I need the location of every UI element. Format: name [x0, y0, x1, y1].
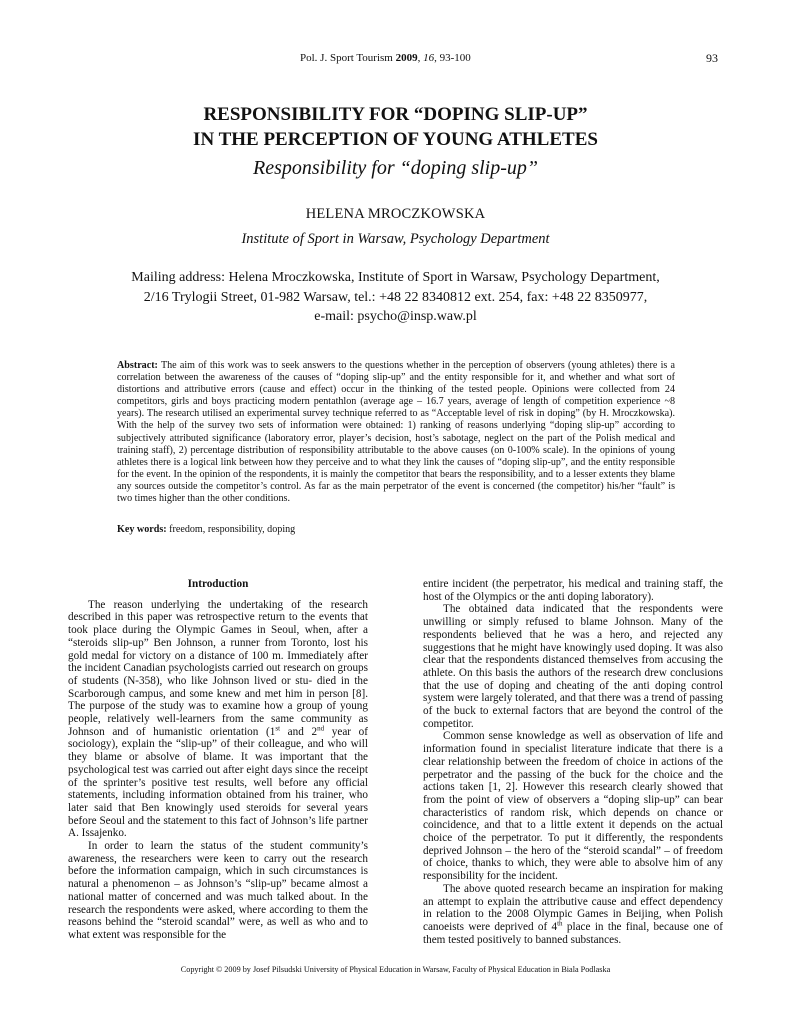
ordinal-superscript: th [557, 919, 563, 928]
abstract [117, 360, 675, 505]
journal-pages: 93-100 [439, 52, 471, 64]
author-name: HELENA MROCZKOWSKA [305, 206, 486, 222]
abstract-text: The aim of this work was to seek answers to the questions whether in the perception of observers (young athletes) there is a correlation between the awareness of the causes of “doping slip-up” and the entity responsible for it, and whether and what sort of distortions and attributive errors (cause and effect) occur in the thinking of the tested people. Opinions were collected from 24 competitors, girls and boys practicing modern pentathlon (average age – 16.7 years, average of length of competition experience ~8 years). The research utilised an experimental survey technique referred to as “Acceptable level of risk in doping” (by H. Mroczkowska). With the help of the survey two sets of information were obtained: 1) ranking of reasons underlying “doping slip-up” according to subjectively attributed significance (laboratory error, player’s decision, host’s sabotage, neglect on the part of the Polish medical and training staff), 2) percentage distribution of responsibility attributable to the above causes (on 0-100% scale). In the opinions of young athletes there is a logical link between how they perceive and to what they link the causes of “doping slip-up”, and the entity responsible for the event. In the opinion of the respondents, it is mainly the competitor that bears the responsibility, and to a lesser extents they blame any sources outside the competitor’s control. As far as the main perpetrator of the event is concerned (the competitor) his/her “fault” is two times higher than the other conditions. [117, 360, 675, 505]
paragraph-5 [423, 883, 723, 947]
mailing-email: e-mail: psycho@insp.waw.pl [314, 309, 477, 324]
subtitle: Responsibility for “doping slip-up” [252, 157, 539, 179]
paragraph-5-text-b: place in the final, because one of them tested positively to banned substances. [423, 920, 723, 946]
paragraph-1-text-b: and 2 [280, 725, 318, 738]
page-number: 93 [706, 51, 718, 65]
paragraph-1 [68, 599, 368, 840]
ordinal-superscript: st [275, 724, 281, 732]
paragraph-2-continued: entire incident (the perpetrator, his medical and training staff, the host of the Olympics or the anti doping laboratory). [423, 578, 723, 603]
section-heading-introduction: Introduction [187, 578, 249, 590]
keywords [117, 524, 675, 535]
right-column [423, 578, 723, 946]
keywords-label: Key words: [117, 524, 167, 535]
left-column [68, 578, 368, 942]
title-line-2: IN THE PERCEPTION OF YOUNG ATHLETES [193, 129, 598, 150]
mailing-address [90, 268, 701, 327]
mailing-line-2: 2/16 Trylogii Street, 01-982 Warsaw, tel.: +48 22 8340812 ext. 254, fax: +48 22 8350977, [143, 289, 648, 305]
author-affiliation: Institute of Sport in Warsaw, Psychology Department [241, 231, 550, 247]
paragraph-5-text-a: The above quoted research became an inspiration for making an attempt to explain the attributive cause and effect dependency in relation to the 2008 Olympic Games in Beijing, when Polish canoeists were deprived of 4 [423, 882, 723, 933]
mailing-line-1: Mailing address: Helena Mroczkowska, Institute of Sport in Warsaw, Psychology Department, [131, 270, 660, 285]
paragraph-2: In order to learn the status of the student community’s awareness, the researchers were keen to carry out the research before the information campaign, which in such circumstances is natural a phenomenon – as Johnson’s “slip-up” became almost a national matter of concerned and was much talked about. In the research the respondents were asked, where according to them the reasons behind the “steroid scandal” were, as well as who and to what extent was responsible for the [68, 840, 368, 941]
ordinal-superscript: nd [317, 724, 325, 732]
keywords-text: freedom, responsibility, doping [169, 524, 296, 535]
paragraph-1-text-a: The reason underlying the undertaking of the research described in this paper was retrospective return to the events that took place during the Olympic Games in Seoul, when, after a “steroids slip-up” Ben Johnson, a runner from Toronto, lost his gold medal for victory on a distance of 100 m. Immediately after the incident Canadian psychologists carried out research on groups of students (N-358), who like Johnson lived or stu- died in the Scarborough campus, and some knew and met him in person [8]. The purpose of the study was to examine how a group of young people, relatively well-learners from the same community as Johnson and of humanistic orientation (1 [68, 598, 368, 738]
copyright-footer: Copyright © 2009 by Josef Pilsudski University of Physical Education in Warsaw, Faculty of Physical Education in Biala Podlaska [180, 965, 611, 974]
running-head: Pol. J. Sport Tourism 2009, 16, 93-100 [300, 52, 471, 64]
paragraph-3: The obtained data indicated that the respondents were unwilling or simply refused to blame Johnson. Many of the respondents believed that he was a hero, and rejected any suggestions that he might have knowingly used doping. It was also clear that the respondents distanced themselves from accusing the athlete. On this basis the authors of the research drew conclusions that the use of doping and cheating of the anti doping control system were largely tolerated, and that there was a trend of passing of the buck to external factors that are beyond the control of the competitor. [423, 603, 723, 730]
abstract-label: Abstract: [117, 360, 158, 371]
journal-name: Pol. J. Sport Tourism [300, 52, 393, 64]
journal-volume: 16 [423, 52, 435, 64]
title-line-1: RESPONSIBILITY FOR “DOPING SLIP-UP” [203, 104, 588, 125]
paragraph-1-text-c: year of sociology), explain the “slip-up” of their colleague, and who will they blame or absolve of blame. It was important that the psychological test was carried out after eight days since the receipt of the sprinter’s positive test results, well before any official statements, including information obtained from his trainer, who later said that Ben knowingly used steroids for several years before Seoul and the statement to this fact of Johnson’s life partner A. Issajenko. [68, 725, 368, 840]
paragraph-4: Common sense knowledge as well as observation of life and information found in specialist literature indicate that there is a clear relationship between the freedom of choice in actions of the perpetrator and the passing of the buck for the choice and the actions taken [1, 2]. However this research clearly showed that from the point of view of observers a “doping slip-up” can bear characteristics of random risk, which depends on chance or coincidence, and that to a little extent it depends on the actual choice of the perpetrator. To put it differently, the respondents deprived Johnson – the hero of the “steroid scandal” – of freedom of choice, thanks to which, they were able to absolve him of any responsibility for the incident. [423, 730, 723, 883]
journal-year: 2009 [395, 52, 418, 64]
